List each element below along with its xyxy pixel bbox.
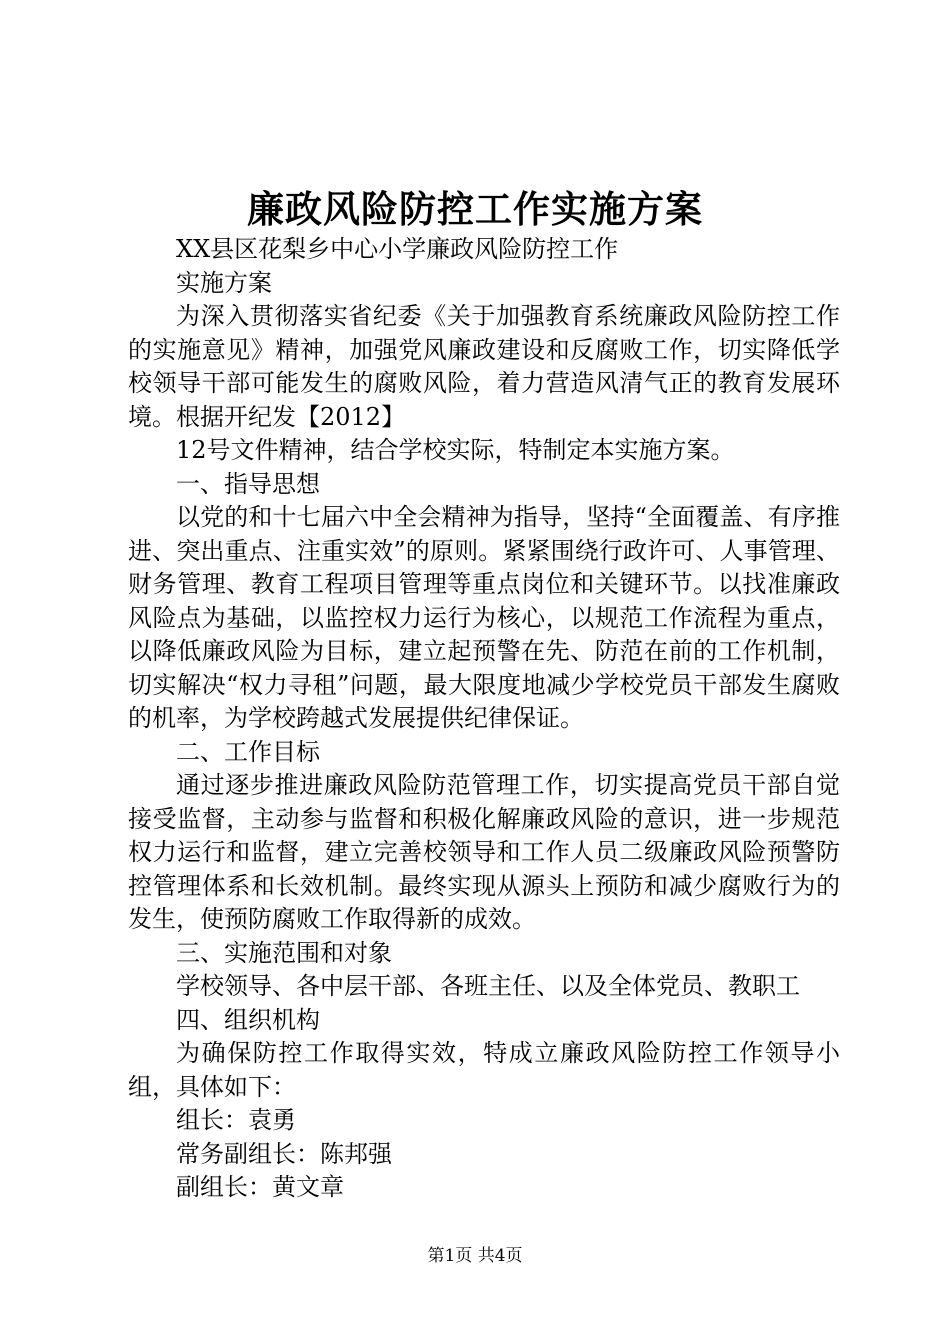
paragraph-intro: 为深入贯彻落实省纪委《关于加强教育系统廉政风险防控工作的实施意见》精神，加强党风廉政建设和反腐败工作，切实降低学校领导干部可能发生的腐败风险，着力营造风清气正的教育发展环境。根据开纪发【2012】 [128, 302, 840, 431]
document-title: 廉政风险防控工作实施方案 [247, 187, 703, 231]
heading-scope: 三、实施范围和对象 [176, 938, 392, 967]
paragraph-intro-cont: 12号文件精神，结合学校实际，特制定本实施方案。 [176, 436, 735, 464]
member-deputy: 副组长：黄文章 [176, 1173, 344, 1201]
heading-organization: 四、组织机构 [176, 1005, 320, 1034]
paragraph-school-name: XX县区花梨乡中心小学廉政风险防控工作 [176, 235, 619, 263]
paragraph-guiding-thought: 以党的和十七届六中全会精神为指导，坚持“全面覆盖、有序推进、突出重点、注重实效”的原则。紧紧围绕行政许可、人事管理、财务管理、教育工程项目管理等重点岗位和关键环节。以找准廉政风险点为基础，以监控权力运行为核心，以规范工作流程为重点，以降低廉政风险为目标，建立起预警在先、防范在前的工作机制，切实解决“权力寻租”问题，最大限度地减少学校党员干部发生腐败的机率，为学校跨越式发展提供纪律保证。 [128, 503, 840, 732]
member-executive-deputy: 常务副组长：陈邦强 [176, 1139, 392, 1168]
heading-guiding-thought: 一、指导思想 [176, 469, 320, 498]
document-body [128, 233, 840, 1205]
paragraph-work-goals: 通过逐步推进廉政风险防范管理工作，切实提高党员干部自觉接受监督，主动参与监督和积极化解廉政风险的意识，进一步规范权力运行和监督，建立完善校领导和工作人员二级廉政风险预警防控管理体系和长效机制。最终实现从源头上预防和减少腐败行为的发生，使预防腐败工作取得新的成效。 [128, 771, 840, 933]
member-leader: 组长：袁勇 [176, 1106, 296, 1134]
paragraph-scope: 学校领导、各中层干部、各班主任、以及全体党员、教职工 [176, 972, 800, 1000]
paragraph-organization: 为确保防控工作取得实效，特成立廉政风险防控工作领导小组，具体如下： [128, 1039, 840, 1101]
page-footer: 第1页 共4页 [427, 1246, 523, 1266]
paragraph-subtitle: 实施方案 [176, 268, 272, 297]
heading-work-goals: 二、工作目标 [176, 737, 320, 766]
